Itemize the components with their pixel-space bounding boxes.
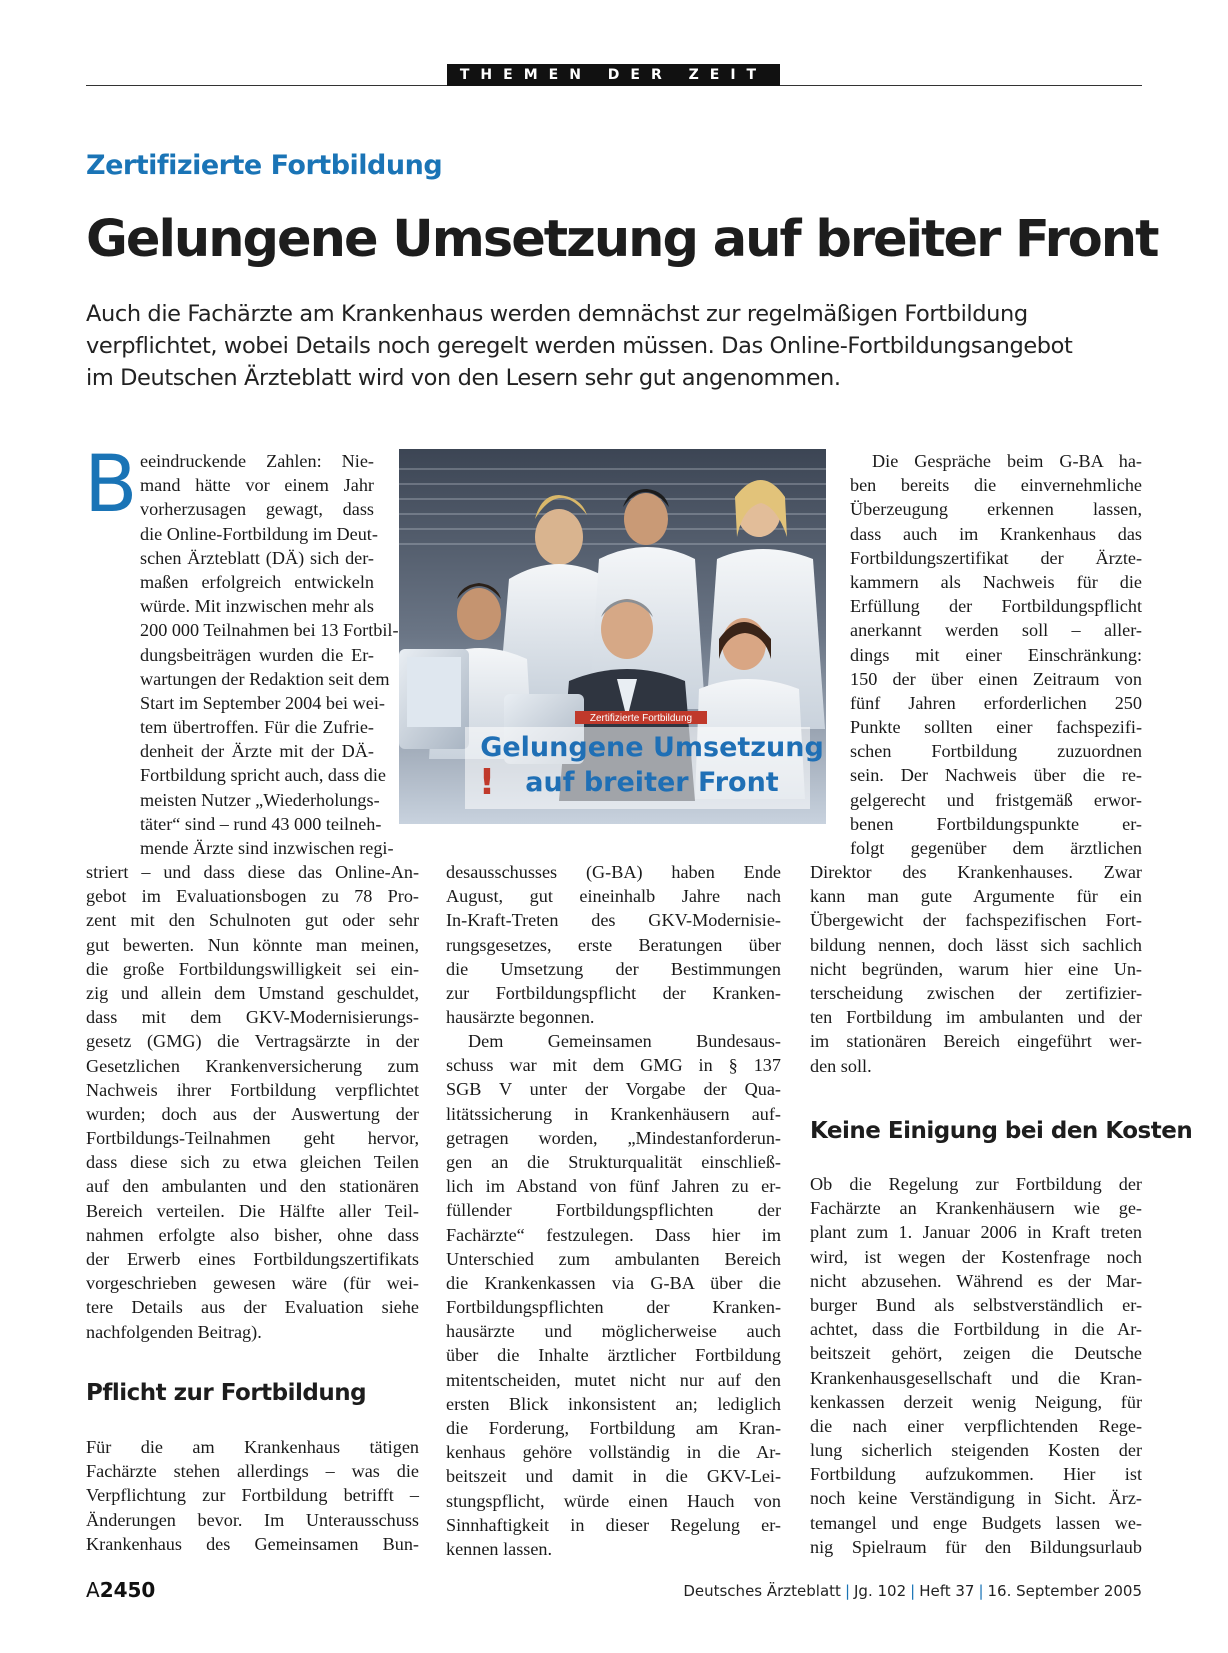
text-line: die große Fortbildungswilligkeit sei ein-: [86, 958, 419, 979]
text-line: Übergewicht der fachspezifischen Fort-: [810, 910, 1142, 931]
text-line: striert – und dass diese das Online-An-: [86, 862, 419, 882]
text-line: beitszeit gehört, zeigen die Deutsche: [810, 1343, 1142, 1364]
text-line: Die Gespräche beim G-BA ha-: [872, 451, 1142, 471]
text-line: über die Inhalte ärztlicher Fortbildung: [446, 1345, 781, 1366]
text-line: füllender Fortbildungspflichten der: [446, 1200, 781, 1221]
lead-paragraph: [86, 298, 1136, 394]
text-line: rungsgesetzes, erste Beratungen über: [446, 934, 781, 955]
text-line: denheit der Ärzte mit der DÄ-: [140, 741, 374, 762]
section-rubric: THEMEN DER ZEIT: [447, 64, 780, 86]
text-line: zent mit den Schulnoten gut oder sehr: [86, 910, 419, 931]
footer-journal: Deutsches Ärzteblatt: [683, 1582, 841, 1600]
text-line: Fachärzte“ festzulegen. Dass hier im: [446, 1224, 781, 1245]
lead-line: im Deutschen Ärzteblatt wird von den Lesern sehr gut angenommen.: [86, 365, 841, 391]
text-line: meisten Nutzer „Wiederholungs-: [140, 789, 380, 810]
text-line: terscheidung zwischen der zertifizier-: [810, 982, 1142, 1003]
text-line: beitszeit und damit in die GKV-Lei-: [446, 1466, 781, 1487]
text-line: sein. Der Nachweis über die re-: [850, 765, 1142, 786]
text-line: nahmen erfolgte also bisher, ohne dass: [86, 1224, 419, 1245]
text-line: gesetz (GMG) die Vertragsärzte in der: [86, 1031, 419, 1052]
text-line: nicht abzusehen. Während es der Mar-: [810, 1270, 1142, 1291]
footer-date: 16. September 2005: [987, 1582, 1142, 1600]
page-number: [86, 1578, 155, 1602]
text-line: Verpflichtung zur Fortbildung betrifft –: [86, 1485, 419, 1506]
text-line: ten Fortbildung im ambulanten und der: [810, 1007, 1142, 1028]
column-1-para2: [86, 1435, 419, 1556]
text-line: Erfüllung der Fortbildungspflicht: [850, 596, 1142, 617]
text-line: kenkassen derzeit wenig Neigung, für: [810, 1391, 1142, 1412]
text-line: maßen erfolgreich entwickeln: [140, 571, 374, 592]
text-line: Unterschied zum ambulanten Bereich: [446, 1248, 781, 1269]
text-line: Fortbildungszertifikat der Ärzte-: [850, 547, 1142, 568]
text-line: tere Details aus der Evaluation siehe: [86, 1297, 419, 1318]
text-line: getragen worden, „Mindestanforderun-: [446, 1127, 781, 1148]
text-line: Fortbildungspflichten der Kranken-: [446, 1297, 781, 1318]
text-line: fünf Jahren erforderlichen 250: [850, 692, 1142, 713]
text-line: 200 000 Teilnahmen bei 13 Fortbil-: [140, 620, 399, 641]
text-line: Sinnhaftigkeit in dieser Regelung er-: [446, 1514, 781, 1535]
photo-banner-label: Zertifizierte Fortbildung: [589, 713, 693, 724]
text-line: folgt gegenüber dem ärztlichen: [850, 838, 1142, 858]
text-line: lung sicherlich steigenden Kosten der: [810, 1440, 1142, 1461]
text-line: schuss war mit dem GMG in § 137: [446, 1055, 781, 1076]
column-1-top: [140, 449, 399, 860]
text-line: Fachärzte an Krankenhäusern wie ge-: [810, 1198, 1142, 1219]
text-line: bildung nennen, doch lässt sich sachlich: [810, 934, 1142, 955]
text-line: Fortbildungs-Teilnahmen geht hervor,: [86, 1128, 419, 1149]
page-number-value: 2450: [99, 1578, 156, 1602]
text-line: Direktor des Krankenhauses. Zwar: [810, 862, 1142, 882]
text-line: der Erwerb eines Fortbildungszertifikats: [86, 1249, 419, 1269]
text-line: Krankenhausgesellschaft und die Kran-: [810, 1367, 1142, 1388]
text-line: In-Kraft-Treten des GKV-Modernisie-: [446, 910, 781, 931]
text-line: im stationären Bereich eingeführt wer-: [810, 1031, 1142, 1052]
text-line: gelgerecht und fristgemäß erwor-: [850, 789, 1142, 810]
text-line: Ob die Regelung zur Fortbildung der: [810, 1174, 1142, 1194]
text-line: schen Fortbildung zuzuordnen: [850, 741, 1142, 762]
text-line: hausärzte begonnen.: [446, 1007, 595, 1028]
text-line: Dem Gemeinsamen Bundesaus-: [468, 1031, 781, 1051]
lead-line: Auch die Fachärzte am Krankenhaus werden demnächst zur regelmäßigen Fortbildung: [86, 301, 1028, 327]
text-line: achtet, dass die Fortbildung in die Ar-: [810, 1319, 1142, 1340]
text-line: ersten Blick inkonsistent an; lediglich: [446, 1393, 781, 1414]
text-line: 150 der über einen Zeitraum von: [850, 668, 1142, 689]
text-line: nig Spielraum für den Bildungsurlaub: [810, 1536, 1142, 1557]
text-line: Nachweis ihrer Fortbildung verpflichtet: [86, 1079, 419, 1100]
text-line: plant zum 1. Januar 2006 in Kraft treten: [810, 1222, 1142, 1243]
text-line: die Umsetzung der Bestimmungen: [446, 958, 781, 979]
text-line: anerkannt werden soll – aller-: [850, 620, 1142, 641]
text-line: dass diese sich zu etwa gleichen Teilen: [86, 1152, 419, 1173]
footer-citation: Deutsches Ärzteblatt | Jg. 102 | Heft 37 | 16. September 2005: [683, 1582, 1142, 1600]
text-line: kammern als Nachweis für die: [850, 571, 1142, 592]
text-line: kenhaus gehöre vollständig in die Ar-: [446, 1442, 781, 1463]
text-line: noch keine Verständigung in Sicht. Ärz-: [810, 1488, 1142, 1509]
column-3-top: [850, 449, 1142, 860]
drop-cap: B: [84, 440, 138, 530]
text-line: Überzeugung erkennen lassen,: [850, 499, 1142, 520]
headline: Gelungene Umsetzung auf breiter Front: [86, 210, 1158, 269]
photo-title-line2: auf breiter Front: [525, 767, 779, 798]
text-line: benen Fortbildungspunkte er-: [850, 813, 1142, 834]
subhead-keine-einigung: Keine Einigung bei den Kosten: [810, 1118, 1193, 1144]
text-line: die Online-Fortbildung im Deut-: [140, 523, 378, 544]
text-line: täter“ sind – rund 43 000 teilneh-: [140, 813, 382, 834]
page-prefix: A: [86, 1578, 100, 1602]
text-line: Bereich verteilen. Die Hälfte aller Teil-: [86, 1200, 419, 1221]
text-line: nicht begründen, warum hier eine Un-: [810, 958, 1142, 979]
text-line: Für die am Krankenhaus tätigen: [86, 1437, 419, 1457]
text-line: ben bereits die einvernehmliche: [850, 475, 1142, 496]
kicker-title: Zertifizierte Fortbildung: [86, 150, 443, 181]
lead-line: verpflichtet, wobei Details noch geregelt werden müssen. Das Online-Fortbildungsangebot: [86, 333, 1073, 359]
text-line: vorgeschrieben gewesen wäre (für wei-: [86, 1273, 419, 1294]
text-line: Fortbildung spricht auch, dass die: [140, 765, 387, 786]
text-line: die Krankenkassen via G-BA über die: [446, 1272, 781, 1293]
text-line: den soll.: [810, 1055, 872, 1076]
photo-title-line1: Gelungene Umsetzung: [480, 732, 824, 763]
text-line: Fachärzte stehen allerdings – was die: [86, 1461, 419, 1482]
text-line: mitentscheiden, mutet nicht nur auf den: [446, 1369, 781, 1390]
text-line: gen an die Strukturqualität einschließ-: [446, 1151, 781, 1172]
text-line: dungsbeiträgen wurden die Er-: [140, 644, 374, 665]
text-line: desausschusses (G-BA) haben Ende: [446, 862, 781, 882]
text-line: mand hätte vor einem Jahr: [140, 475, 374, 496]
text-line: Änderungen bevor. Im Unterausschuss: [86, 1509, 419, 1530]
text-line: Krankenhaus des Gemeinsamen Bun-: [86, 1533, 419, 1554]
text-line: August, gut eineinhalb Jahre nach: [446, 886, 781, 907]
text-line: vorherzusagen gewagt, dass: [140, 499, 374, 520]
text-line: schen Ärzteblatt (DÄ) sich der-: [140, 547, 374, 568]
text-line: SGB V unter der Vorgabe der Qua-: [446, 1079, 781, 1100]
text-line: eeindruckende Zahlen: Nie-: [140, 451, 374, 471]
text-line: Punkte sollten einer fachspezifi-: [850, 717, 1142, 738]
column-2-para2: [446, 1029, 781, 1561]
text-line: Gesetzlichen Krankenversicherung zum: [86, 1055, 419, 1076]
text-line: wurden; doch aus der Auswertung der: [86, 1103, 419, 1124]
column-3-bottom: [810, 860, 1142, 1078]
text-line: temangel und enge Budgets lassen we-: [810, 1512, 1142, 1533]
text-line: kann man gute Argumente für ein: [810, 886, 1142, 907]
text-line: kennen lassen.: [446, 1538, 553, 1559]
text-line: die Forderung, Fortbildung am Kran-: [446, 1418, 781, 1438]
text-line: dass auch im Krankenhaus das: [850, 523, 1142, 544]
text-line: lich im Abstand von fünf Jahren zu er-: [446, 1176, 781, 1197]
text-line: litätssicherung in Krankenhäusern auf-: [446, 1103, 781, 1124]
text-line: nachfolgenden Beitrag).: [86, 1321, 262, 1342]
text-line: würde. Mit inzwischen mehr als: [140, 596, 374, 617]
text-line: dings mit einer Einschränkung:: [850, 644, 1142, 665]
text-line: die nach einer verpflichtenden Rege-: [810, 1415, 1142, 1436]
text-line: mende Ärzte sind inzwischen regi-: [140, 838, 394, 858]
text-line: zig und allein dem Umstand geschuldet,: [86, 982, 419, 1003]
text-line: burger Bund als selbstverständlich er-: [810, 1294, 1142, 1315]
text-line: gut bewerten. Nun könnte man meinen,: [86, 934, 419, 955]
text-line: zur Fortbildungspflicht der Kranken-: [446, 982, 781, 1003]
text-line: wartungen der Redaktion seit dem: [140, 668, 390, 689]
text-line: auf den ambulanten und den stationären: [86, 1176, 419, 1197]
text-line: dass mit dem GKV-Modernisierungs-: [86, 1007, 419, 1028]
text-line: Start im September 2004 bei wei-: [140, 692, 385, 713]
footer-issue: Heft 37: [919, 1582, 975, 1600]
text-line: wird, ist wegen der Kostenfrage noch: [810, 1246, 1142, 1267]
text-line: Fortbildung aufzukommen. Hier ist: [810, 1464, 1142, 1485]
text-line: tem übertroffen. Für die Zufrie-: [140, 717, 374, 738]
subhead-pflicht: Pflicht zur Fortbildung: [86, 1380, 367, 1406]
article-photo: [399, 449, 826, 824]
footer-volume: Jg. 102: [854, 1582, 907, 1600]
text-line: gebot im Evaluationsbogen zu 78 Pro-: [86, 886, 419, 907]
column-2-para1: [446, 860, 781, 1029]
photo-exclamation-icon: !: [478, 762, 496, 803]
column-1-bottom: [86, 860, 419, 1344]
column-3-para2: [810, 1172, 1142, 1559]
text-line: hausärzte und möglicherweise auch: [446, 1321, 781, 1342]
text-line: stungspflicht, würde einen Hauch von: [446, 1490, 781, 1511]
